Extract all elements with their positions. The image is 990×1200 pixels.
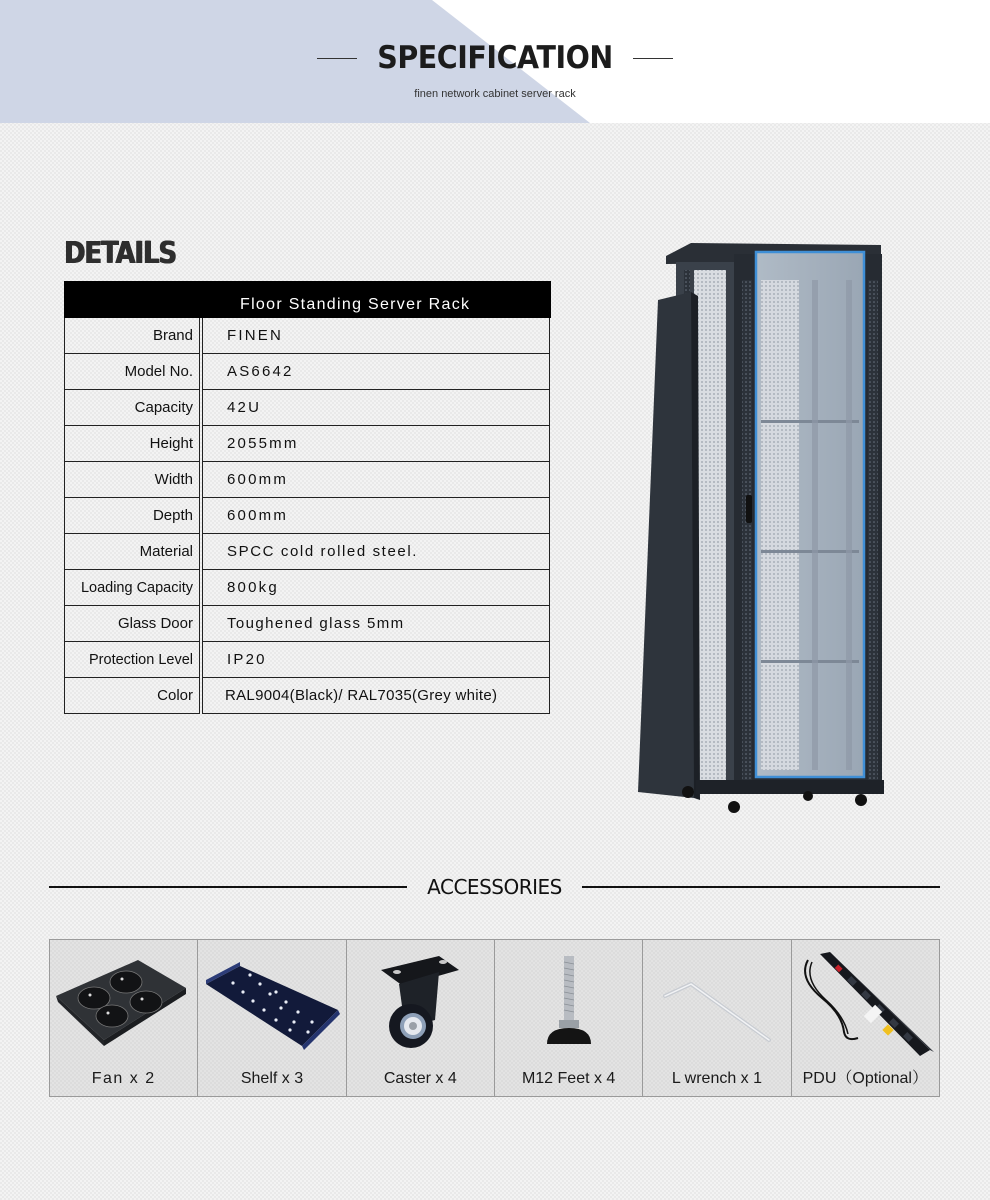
accessory-l-wrench [643, 940, 791, 1096]
spec-value: AS6642 [202, 354, 550, 390]
accessory-label: Fan x 2 [91, 1070, 156, 1087]
spec-value: Toughened glass 5mm [202, 606, 550, 642]
accessory-feet [495, 940, 643, 1096]
accessory-shelf [198, 940, 346, 1096]
accessory-caster [347, 940, 495, 1096]
title-rule-right [633, 58, 673, 59]
spec-row-depth [64, 498, 551, 534]
accessory-label: M12 Feet x 4 [521, 1070, 616, 1087]
spec-row-capacity [64, 390, 551, 426]
accessory-label: Caster x 4 [383, 1070, 457, 1087]
spec-row-brand [64, 318, 551, 354]
spec-table-title: Floor Standing Server Rack [64, 281, 551, 318]
spec-label: Color [64, 678, 200, 714]
spec-value: FINEN [202, 318, 550, 354]
spec-label: Material [64, 534, 200, 570]
spec-label: Capacity [64, 390, 200, 426]
shelf-icon [198, 948, 345, 1060]
pdu-power-strip-icon [792, 948, 939, 1060]
page-title: SPECIFICATION [377, 40, 613, 76]
accessory-label: Shelf x 3 [240, 1070, 304, 1087]
accessory-pdu [792, 940, 939, 1096]
page-subtitle: finen network cabinet server rack [414, 88, 576, 100]
accessory-label: L wrench x 1 [671, 1070, 763, 1087]
accessories-rule-left [49, 886, 407, 888]
spec-row-width [64, 462, 551, 498]
spec-value: SPCC cold rolled steel. [202, 534, 550, 570]
spec-label: Width [64, 462, 200, 498]
spec-row-glass-door [64, 606, 551, 642]
header-band [0, 0, 990, 123]
spec-row-model [64, 354, 551, 390]
fan-tray-icon [50, 948, 197, 1060]
caster-wheel-icon [347, 948, 494, 1060]
spec-row-loading-capacity [64, 570, 551, 606]
spec-label: Height [64, 426, 200, 462]
spec-label: Loading Capacity [64, 570, 200, 606]
spec-label: Glass Door [64, 606, 200, 642]
spec-value: RAL9004(Black)/ RAL7035(Grey white) [202, 678, 550, 714]
spec-value: 2055mm [202, 426, 550, 462]
header-title-group [0, 40, 990, 76]
spec-label: Protection Level [64, 642, 200, 678]
spec-value: 800kg [202, 570, 550, 606]
accessories-grid [49, 939, 940, 1097]
accessory-fan [50, 940, 198, 1096]
spec-value: 600mm [202, 498, 550, 534]
spec-value: 600mm [202, 462, 550, 498]
spec-label: Depth [64, 498, 200, 534]
spec-row-color [64, 678, 551, 714]
leveling-foot-icon [495, 948, 642, 1060]
spec-row-height [64, 426, 551, 462]
spec-value: 42U [202, 390, 550, 426]
server-rack-cabinet-icon [636, 240, 886, 815]
spec-table [64, 281, 551, 714]
title-rule-left [317, 58, 357, 59]
spec-row-protection-level [64, 642, 551, 678]
spec-row-material [64, 534, 551, 570]
accessories-heading-group [49, 873, 940, 901]
spec-value: IP20 [202, 642, 550, 678]
accessory-label: PDU（Optional） [802, 1070, 928, 1087]
details-heading: DETAILS [64, 236, 176, 271]
l-wrench-icon [643, 948, 790, 1060]
accessories-heading: ACCESSORIES [427, 875, 562, 899]
accessories-rule-right [582, 886, 940, 888]
spec-label: Model No. [64, 354, 200, 390]
spec-label: Brand [64, 318, 200, 354]
